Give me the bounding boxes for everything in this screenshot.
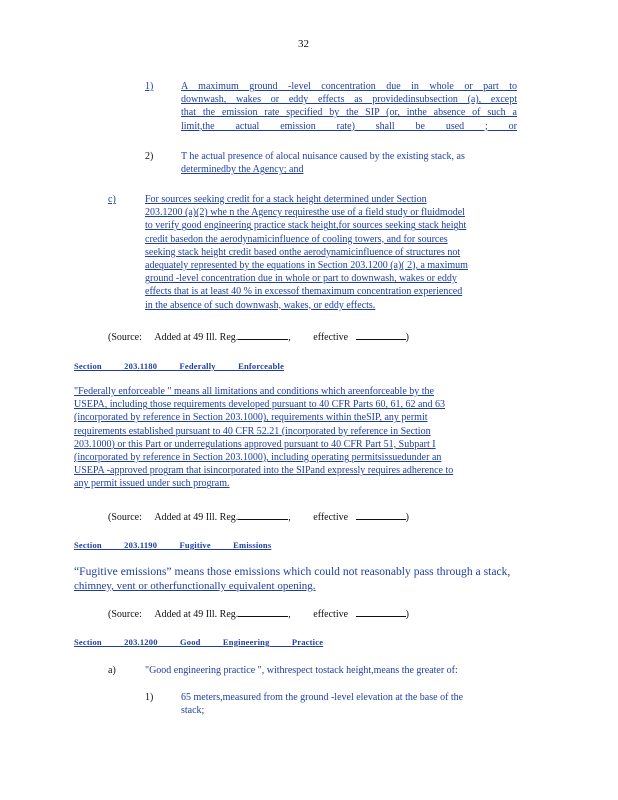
text-line: T he actual presence of alocal nuisance caused by the existing stack, as [181,151,465,162]
reg-blank [238,510,288,520]
text-line: to verify good engineering practice stack height,for sources seeking stack height [145,220,467,232]
source-close: ) [405,332,409,343]
text-line: in the absence of such downwash, wakes, or eddy effects. [145,299,376,311]
text-line: (incorporated by reference in Section 203.1000), requirements within theSIP, any permit [74,412,428,424]
text-line: determinedby the Agency; and [181,164,304,176]
text-line: A maximum ground -level concentration due in whole or part to [181,81,517,92]
text-line: chimney, vent or otherfunctionally equivalent opening. [74,580,316,592]
text-line: USEPA -approved program that isincorporated into the SIPand expressly requires adherence to [74,465,454,477]
date-blank [356,330,406,340]
text-line: that the emission rate specified by the SIP (or, inthe absence of such a [181,107,517,119]
source-note: (Source: Added at 49 Ill. Reg. , effective ) [108,332,409,343]
item-a-text: "Good engineering practice ", withrespect tostack height,means the greater of: [145,665,458,676]
text-line: USEPA, including those requirements developed pursuant to 40 CFR Parts 60, 61, 62 and 63 [74,399,445,411]
text-line: “Fugitive emissions” means those emissions which could not reasonably pass through a stack, [74,565,511,578]
reg-blank [238,330,288,340]
source-close: ) [405,512,409,523]
source-effective: effective [313,609,349,620]
section-heading: Section 203.1200 Good Engineering Practice [74,637,324,647]
text-line: stack; [181,705,205,717]
source-close: ) [405,609,409,620]
text-line: (incorporated by reference in Section 203.1000), including operating permitsissuedunder an [74,452,442,464]
source-added: Added at 49 Ill. Reg. [154,609,239,620]
text-line: "Federally enforceable " means all limitations and conditions which areenforceable by the [74,386,434,397]
date-blank [356,510,406,520]
text-line: requirements established pursuant to 40 CFR 52.21 (incorporated by reference in Section [74,425,431,437]
list-marker: c) [108,194,116,205]
source-added: Added at 49 Ill. Reg. [154,512,239,523]
text-line: 203.1000) or this Part or underregulations approved pursuant to 40 CFR Part 51, Subpart I [74,438,436,450]
text-line: ground -level concentration due in whole or part to downwash, wakes or eddy [145,273,457,285]
text-line: For sources seeking credit for a stack height determined under Section [145,194,427,205]
source-note: (Source: Added at 49 Ill. Reg. , effective ) [108,609,409,620]
list-marker: a) [108,665,116,676]
text-line: 203.1200 (a)(2) whe n the Agency requiresthe use of a field study or fluidmodel [145,207,465,219]
text-line: adequately represented by the equations in Section 203.1200 (a)( 2), a maximum [145,260,468,272]
reg-blank [238,607,288,617]
item-1-text [181,80,517,133]
source-added: Added at 49 Ill. Reg. [154,332,239,343]
text-line: limit,the actual emission rate) shall be used ; or [181,120,517,132]
date-blank [356,607,406,617]
text-line: any permit issued under such program. [74,478,230,490]
list-marker: 2) [145,151,154,162]
list-marker: 1) [145,81,154,92]
source-prefix: (Source: [108,609,142,620]
text-line: 65 meters,measured from the ground -level elevation at the base of the [181,692,464,703]
source-prefix: (Source: [108,512,142,523]
text-line: credit basedon the aerodynamicinfluence of cooling towers, and for sources [145,233,448,245]
section-heading: Section 203.1190 Fugitive Emissions [74,540,272,550]
page-number: 32 [298,38,309,50]
section-heading: Section 203.1180 Federally Enforceable [74,361,285,371]
text-line: effects that is at least 40 % in excessof themaximum concentration experienced [145,286,463,298]
source-note: (Source: Added at 49 Ill. Reg. , effective ) [108,512,409,523]
item-1-gep-text [181,691,517,717]
source-prefix: (Source: [108,332,142,343]
section-1190-text [74,565,534,593]
text-line: seeking stack height credit based onthe aerodynamicinfluence of structures not [145,246,461,258]
item-2-text [181,150,517,176]
item-c-text [145,193,527,312]
list-marker: 1) [145,692,154,703]
section-1180-text [74,385,534,491]
text-line: downwash, wakes or eddy effects as providedinsubsection (a), except [181,94,517,106]
source-effective: effective [313,512,349,523]
source-effective: effective [313,332,349,343]
